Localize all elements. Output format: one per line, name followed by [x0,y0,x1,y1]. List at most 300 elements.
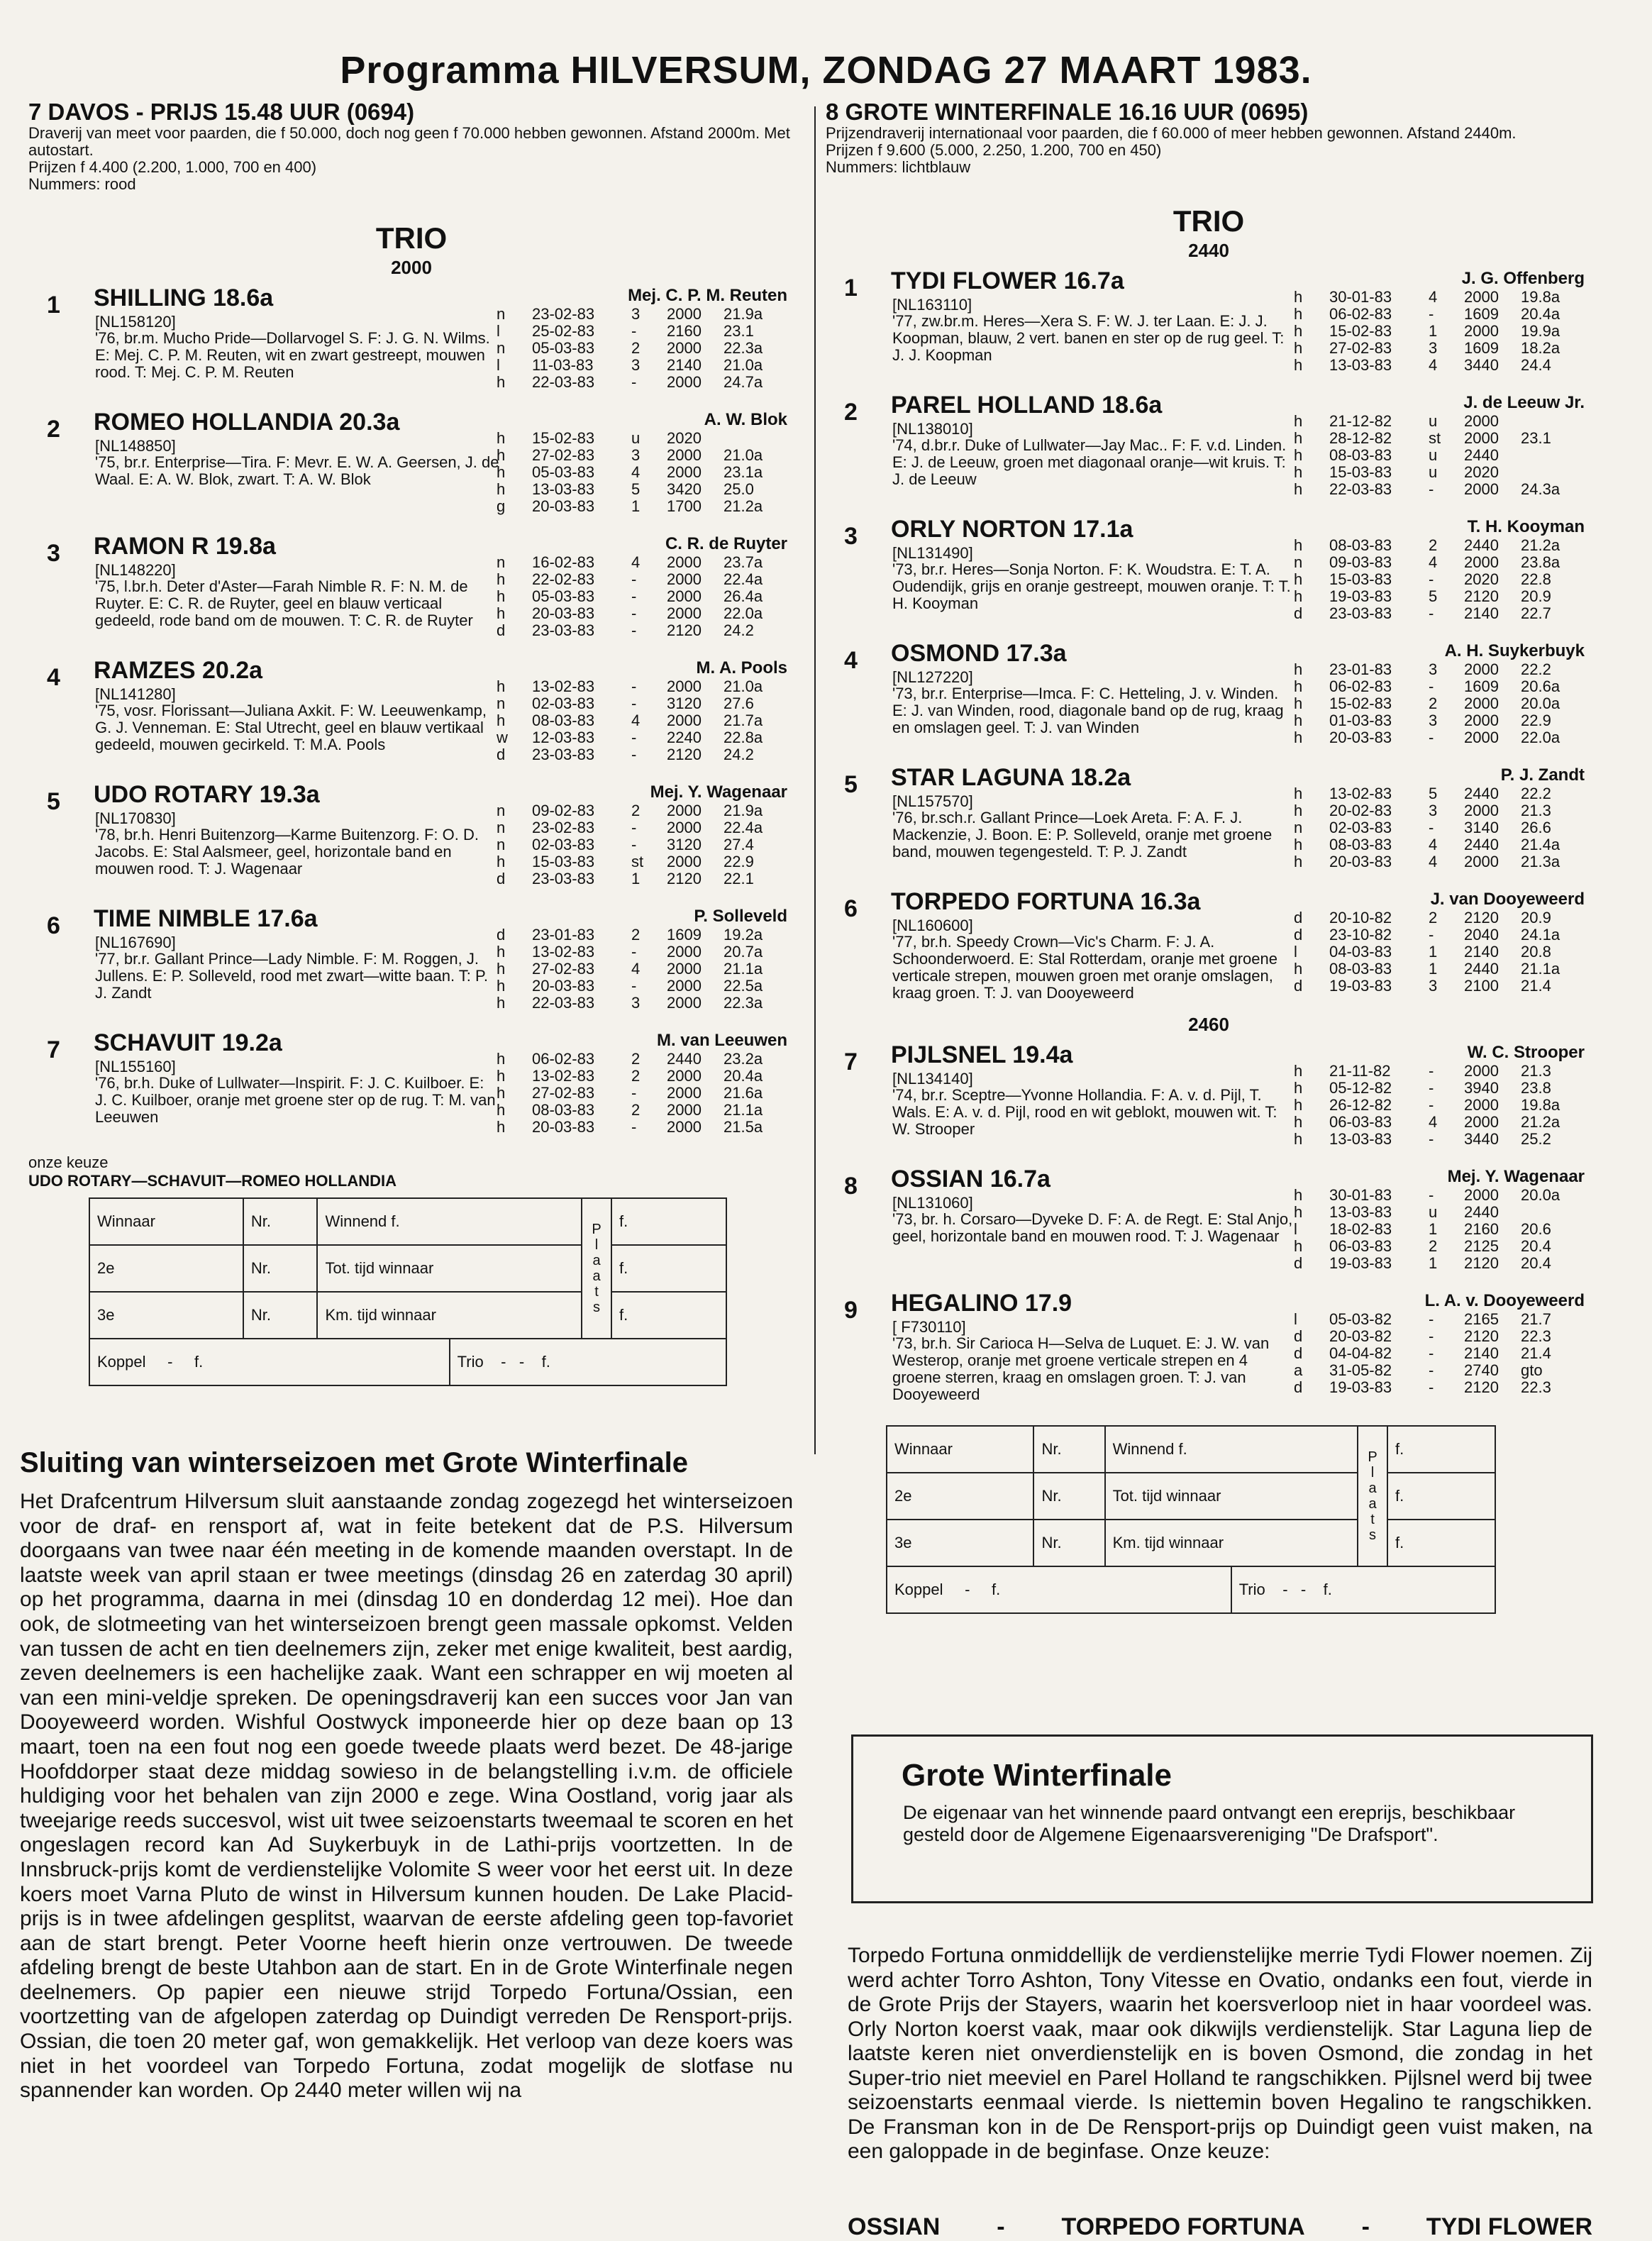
performance-row [497,430,787,447]
horse-description: '76, br.sch.r. Gallant Prince—Loek Areta. F: A. F. J. Mackenzie, J. Boon. E: P. Solleveld, oranje met groene band, mouwen tegengesteld. T: P. J. Zandt [892,809,1273,861]
performance-row [497,447,787,464]
horse-number: 7 [47,1036,60,1063]
horse-number: 5 [844,771,858,798]
track-code: d [1294,1378,1303,1396]
track-code: a [1294,1361,1303,1379]
track-code: h [1294,305,1303,323]
performance-row [497,605,787,622]
article-title: Sluiting van winterseizoen met Grote Winterfinale [20,1447,689,1478]
pick-2: TORPEDO FORTUNA [1061,2213,1305,2240]
horse-name: TIME NIMBLE 17.6a [94,905,318,932]
track-code: d [1294,977,1303,995]
track-code: h [1294,853,1303,870]
performance-row [497,836,787,853]
horse-code: [NL148850] [95,437,176,455]
race-date: 23-03-83 [532,746,595,763]
race-date: 22-03-83 [532,373,595,391]
performance-row [497,323,787,340]
performance-row [1294,1131,1585,1148]
track-code: d [497,870,506,887]
performance-row [1294,430,1585,447]
performance-row [497,498,787,515]
horse-trainer: J. van Dooyeweerd [1430,890,1585,909]
race-distance: 3940 [1464,1079,1499,1097]
race-date: 27-02-83 [1329,339,1392,357]
race-prizes: Prijzen f 9.600 (5.000, 2.250, 1.200, 700 en 450) [826,141,1162,159]
track-code: l [497,322,500,340]
horse-name: PAREL HOLLAND 18.6a [891,392,1163,419]
performance-list [497,430,787,515]
race-date: 21-12-82 [1329,412,1392,430]
track-code: h [1294,802,1303,819]
track-code: n [497,553,506,571]
race-time: 22.2 [1521,785,1551,802]
race-date: 13-02-83 [1329,785,1392,802]
placing: - [631,322,637,340]
placing: - [631,819,637,836]
trio-label: TRIO [375,221,448,255]
placing: 3 [1429,660,1438,678]
race-distance: 2000 [667,712,702,729]
horse-code: [ F730110] [892,1318,966,1336]
placing: - [1429,729,1434,746]
race-header: 8 GROTE WINTERFINALE 16.16 UUR (0695) [826,99,1309,125]
race-numbers: Nummers: lichtblauw [826,158,971,176]
race-date: 20-03-83 [532,604,595,622]
horse-code: [NL167690] [95,934,176,951]
race-distance: 2160 [667,322,702,340]
horse-trainer: C. R. de Ruyter [665,534,787,553]
koppel-cell: Koppel - f. [887,1566,1231,1613]
horse-entry [826,640,1592,764]
race-date: 01-03-83 [1329,712,1392,729]
race-8-column [826,99,1592,1614]
placing: 4 [631,463,641,481]
race-time: 22.1 [724,870,754,887]
track-code: l [1294,1220,1297,1238]
placing: - [631,570,637,588]
race-date: 16-02-83 [532,553,595,571]
horse-number: 9 [844,1297,858,1324]
race-distance: 2000 [667,373,702,391]
race-date: 23-03-83 [532,870,595,887]
track-code: h [1294,836,1303,853]
horse-entry [28,781,794,905]
race-time: 22.3 [1521,1378,1551,1396]
race-distance: 2040 [1464,926,1499,944]
race-date: 04-04-82 [1329,1344,1392,1362]
race-time: 23.2a [724,1050,763,1068]
performance-row [497,1102,787,1119]
race-distance: 1700 [667,497,702,515]
track-code: h [497,1084,506,1102]
placing: - [631,1118,637,1136]
race-time: 23.1 [724,322,754,340]
placing: - [631,943,637,961]
race-time: 21.9a [724,305,763,323]
placing: 4 [1429,853,1438,870]
race-distance: 2000 [667,553,702,571]
track-code: w [497,729,508,746]
placing: - [1429,926,1434,944]
performance-row [497,1068,787,1085]
placing: 3 [1429,977,1438,995]
performance-row [1294,1362,1585,1379]
performance-list [1294,289,1585,374]
page-title: Programma HILVERSUM, ZONDAG 27 MAART 1983. [340,49,1312,92]
placing: 4 [1429,288,1438,306]
race-date: 02-03-83 [532,695,595,712]
race-date: 20-03-82 [1329,1327,1392,1345]
horse-list [826,267,1592,1414]
track-code: h [1294,660,1303,678]
performance-row [1294,1097,1585,1114]
performance-list [497,926,787,1012]
race-conditions: Prijzendraverij internationaal voor paarden, die f 60.000 of meer hebben gewonnen. Afstand 2440m. [826,124,1517,142]
third-cell: 3e [89,1292,243,1339]
race-time: 21.0a [724,356,763,374]
pick-3: TYDI FLOWER [1426,2213,1592,2240]
race-date: 05-03-82 [1329,1310,1392,1328]
race-time: 27.6 [724,695,754,712]
performance-row [497,464,787,481]
placing: 2 [631,339,641,357]
race-time: 25.0 [724,480,754,498]
race-date: 25-02-83 [532,322,595,340]
performance-row [1294,1063,1585,1080]
horse-code: [NL131060] [892,1194,973,1212]
race-header: 7 DAVOS - PRIJS 15.48 UUR (0694) [28,99,415,125]
placing: 2 [1429,909,1438,926]
placing: st [1429,429,1441,447]
race-distance: 3420 [667,480,702,498]
race-date: 22-03-83 [1329,480,1392,498]
horse-code: [NL163110] [892,296,972,314]
horse-description: '73, br.r. Heres—Sonja Norton. F: K. Woudstra. E: T. A. Oudendijk, grijs en oranje gestreept, mouwen oranje. T: T. H. Kooyman [892,560,1291,612]
race-time: 20.9 [1521,587,1551,605]
race-distance: 2120 [1464,1378,1499,1396]
race-date: 05-03-83 [532,463,595,481]
performance-list [1294,1063,1585,1148]
race-date: 15-03-83 [532,853,595,870]
horse-name: RAMON R 19.8a [94,533,276,560]
race-distance: 2240 [667,729,702,746]
track-code: h [497,853,506,870]
track-code: h [497,587,506,605]
trio-label: TRIO [1173,204,1245,238]
placing: 2 [631,1067,641,1085]
horse-entry [28,409,794,533]
performance-row [1294,678,1585,695]
horse-trainer: M. van Leeuwen [656,1031,787,1050]
race-date: 20-02-83 [1329,802,1392,819]
race-time: 22.0a [724,604,763,622]
horse-entry [826,764,1592,888]
race-distance: 2020 [1464,570,1499,588]
race-time: 24.7a [724,373,763,391]
placing: 1 [1429,960,1438,978]
performance-row [1294,464,1585,481]
horse-code: [NL170830] [95,809,176,827]
horse-trainer: Mej. Y. Wagenaar [650,782,787,802]
f-cell: f. [1387,1520,1495,1566]
horse-code: [NL131490] [892,544,973,562]
race-distance: 1609 [667,926,702,944]
track-code: d [1294,1344,1303,1362]
horse-number: 3 [844,523,858,550]
track-code: d [497,746,506,763]
race-distance: 2000 [1464,729,1499,746]
placing: - [1429,305,1434,323]
track-code: n [497,305,506,323]
horse-code: [NL158120] [95,313,176,331]
track-code: h [497,1067,506,1085]
horse-trainer: A. H. Suykerbuyk [1444,641,1585,660]
horse-name: OSSIAN 16.7a [891,1166,1050,1193]
race-distance: 2440 [1464,1203,1499,1221]
track-code: h [1294,587,1303,605]
tot-tijd-cell: Tot. tijd winnaar [317,1245,582,1292]
race-date: 06-02-83 [1329,305,1392,323]
result-table-2 [886,1425,1592,1614]
race-time: 21.2a [724,497,763,515]
placing: 2 [1429,1237,1438,1255]
horse-description: '75, vosr. Florissant—Juliana Axkit. F: W. Leeuwenkamp, G. J. Venneman. E: Stal Utrecht, geel en blauw vertikaal gedeeld, mouwen gecirkeld. T: M.A. Pools [95,702,487,753]
performance-row [497,819,787,836]
placing: 3 [631,305,641,323]
performance-row [497,995,787,1012]
info-box-title: Grote Winterfinale [902,1758,1172,1793]
horse-code: [NL157570] [892,792,973,810]
horse-number: 6 [47,912,60,939]
tot-tijd-cell: Tot. tijd winnaar [1105,1473,1358,1520]
placing: u [1429,1203,1438,1221]
race-distance: 2440 [1464,960,1499,978]
race-date: 20-10-82 [1329,909,1392,926]
nr-cell: Nr. [243,1198,318,1245]
performance-row [1294,289,1585,306]
winnaar-cell: Winnaar [887,1426,1033,1473]
horse-code: [NL138010] [892,420,973,438]
race-time: 23.1 [1521,429,1551,447]
horse-trainer: Mej. Y. Wagenaar [1447,1167,1585,1186]
race-date: 06-03-83 [1329,1113,1392,1131]
race-distance: 2000 [667,463,702,481]
race-distance: 1609 [1464,339,1499,357]
horse-entry [826,1041,1592,1166]
race-time: 23.1a [724,463,763,481]
race-numbers: Nummers: rood [28,175,136,193]
horse-entry [826,267,1592,392]
race-date: 02-03-83 [1329,819,1392,836]
performance-row [497,944,787,961]
race-date: 15-03-83 [1329,570,1392,588]
performance-row [497,695,787,712]
race-date: 06-02-83 [532,1050,595,1068]
placing: 1 [1429,322,1438,340]
performance-row [1294,537,1585,554]
race-date: 19-03-83 [1329,587,1392,605]
track-code: h [497,677,506,695]
placing: 3 [631,356,641,374]
horse-code: [NL141280] [95,685,176,703]
race-time: 18.2a [1521,339,1560,357]
race-distance: 2120 [1464,587,1499,605]
placing: 4 [631,553,641,571]
track-code: h [497,712,506,729]
horse-name: ROMEO HOLLANDIA 20.3a [94,409,400,436]
performance-row [1294,323,1585,340]
race-distance: 2440 [1464,785,1499,802]
race-date: 09-02-83 [532,802,595,819]
race-time: 22.3a [724,994,763,1012]
performance-row [1294,554,1585,571]
track-code: g [497,497,506,515]
track-code: h [1294,480,1303,498]
race-distance: 3120 [667,836,702,853]
performance-row [497,926,787,944]
race-distance: 2000 [667,339,702,357]
race-date: 23-01-83 [1329,660,1392,678]
keuze-picks: UDO ROTARY—SCHAVUIT—ROMEO HOLLANDIA [28,1172,397,1190]
race-distance: 2140 [1464,604,1499,622]
track-code: h [497,373,506,391]
race-distance: 3140 [1464,819,1499,836]
race-date: 20-03-83 [532,977,595,995]
nr-cell: Nr. [243,1245,318,1292]
performance-row [1294,909,1585,926]
performance-row [497,729,787,746]
race-time: 20.4 [1521,1254,1551,1272]
race-distance: 2440 [1464,536,1499,554]
winnend-cell: Winnend f. [317,1198,582,1245]
performance-row [497,554,787,571]
race-distance: 2000 [667,960,702,978]
race-date: 23-02-83 [532,305,595,323]
race-time: 21.2a [1521,536,1560,554]
placing: - [631,746,637,763]
race-distance: 2000 [667,1101,702,1119]
horse-name: PIJLSNEL 19.4a [891,1041,1073,1068]
race-distance: 2000 [1464,429,1499,447]
track-code: h [1294,288,1303,306]
race-time: 21.0a [724,446,763,464]
performance-row [497,978,787,995]
race-distance: 2000 [667,977,702,995]
race-date: 06-02-83 [1329,677,1392,695]
race-distance: 2000 [667,819,702,836]
distance-label: 2460 [1188,1014,1229,1035]
track-code: h [1294,339,1303,357]
track-code: h [1294,322,1303,340]
race-time: 21.1a [724,960,763,978]
track-code: h [497,943,506,961]
race-distance: 2120 [667,746,702,763]
placing: - [631,604,637,622]
horse-entry [826,1290,1592,1414]
race-date: 30-01-83 [1329,288,1392,306]
race-date: 26-12-82 [1329,1096,1392,1114]
placing: 5 [1429,587,1438,605]
performance-row [497,374,787,391]
race-distance: 2120 [1464,909,1499,926]
performance-row [497,357,787,374]
result-table-1 [89,1197,794,1386]
performance-list [497,802,787,887]
race-time: 22.8 [1521,570,1551,588]
race-time: 20.4a [724,1067,763,1085]
race-time: 20.4a [1521,305,1560,323]
race-date: 08-03-83 [1329,960,1392,978]
performance-list [1294,909,1585,995]
performance-row [1294,1345,1585,1362]
horse-entry [28,657,794,781]
performance-row [497,870,787,887]
race-date: 31-05-82 [1329,1361,1392,1379]
horse-list [28,284,794,1153]
placing: 1 [1429,1220,1438,1238]
placing: - [1429,480,1434,498]
placing: - [631,677,637,695]
track-code: h [497,1101,506,1119]
placing: 4 [1429,1113,1438,1131]
race-time: 22.5a [724,977,763,995]
placing: - [631,836,637,853]
performance-row [1294,1311,1585,1328]
placing: - [631,695,637,712]
race-time: 21.3a [1521,853,1560,870]
horse-trainer: J. G. Offenberg [1461,269,1585,288]
track-code: n [497,836,506,853]
placing: - [1429,1310,1434,1328]
track-code: d [1294,1254,1303,1272]
race-date: 05-03-83 [532,587,595,605]
track-code: h [1294,677,1303,695]
race-time [1521,464,1585,481]
track-code: h [1294,712,1303,729]
performance-row [497,1119,787,1136]
placing: u [1429,463,1438,481]
race-distance: 2000 [1464,660,1499,678]
race-time: 22.3a [724,339,763,357]
performance-list [1294,413,1585,498]
race-distance: 2140 [1464,943,1499,961]
track-code: h [497,463,506,481]
performance-row [1294,978,1585,995]
column-divider [814,106,816,1454]
placing: 1 [1429,1254,1438,1272]
km-tijd-cell: Km. tijd winnaar [317,1292,582,1339]
race-distance: 2000 [1464,695,1499,712]
horse-code: [NL155160] [95,1058,176,1075]
race-time: 22.9 [724,853,754,870]
track-code: h [1294,695,1303,712]
race-time: 22.4a [724,570,763,588]
placing: - [1429,1130,1434,1148]
horse-description: '74, br.r. Sceptre—Yvonne Hollandia. F: A. v. d. Pijl, T. Wals. E: A. v. d. Pijl, rood en wit geblokt, mouwen wit. T: W. Strooper [892,1086,1277,1138]
placing: - [1429,1186,1434,1204]
race-distance: 2100 [1464,977,1499,995]
race-distance: 2000 [667,677,702,695]
track-code: n [497,802,506,819]
race-time: 20.6 [1521,1220,1551,1238]
placing: - [631,1084,637,1102]
performance-row [1294,785,1585,802]
race-date: 15-02-83 [532,429,595,447]
race-date: 19-03-83 [1329,1254,1392,1272]
horse-number: 8 [844,1173,858,1200]
performance-row [1294,819,1585,836]
